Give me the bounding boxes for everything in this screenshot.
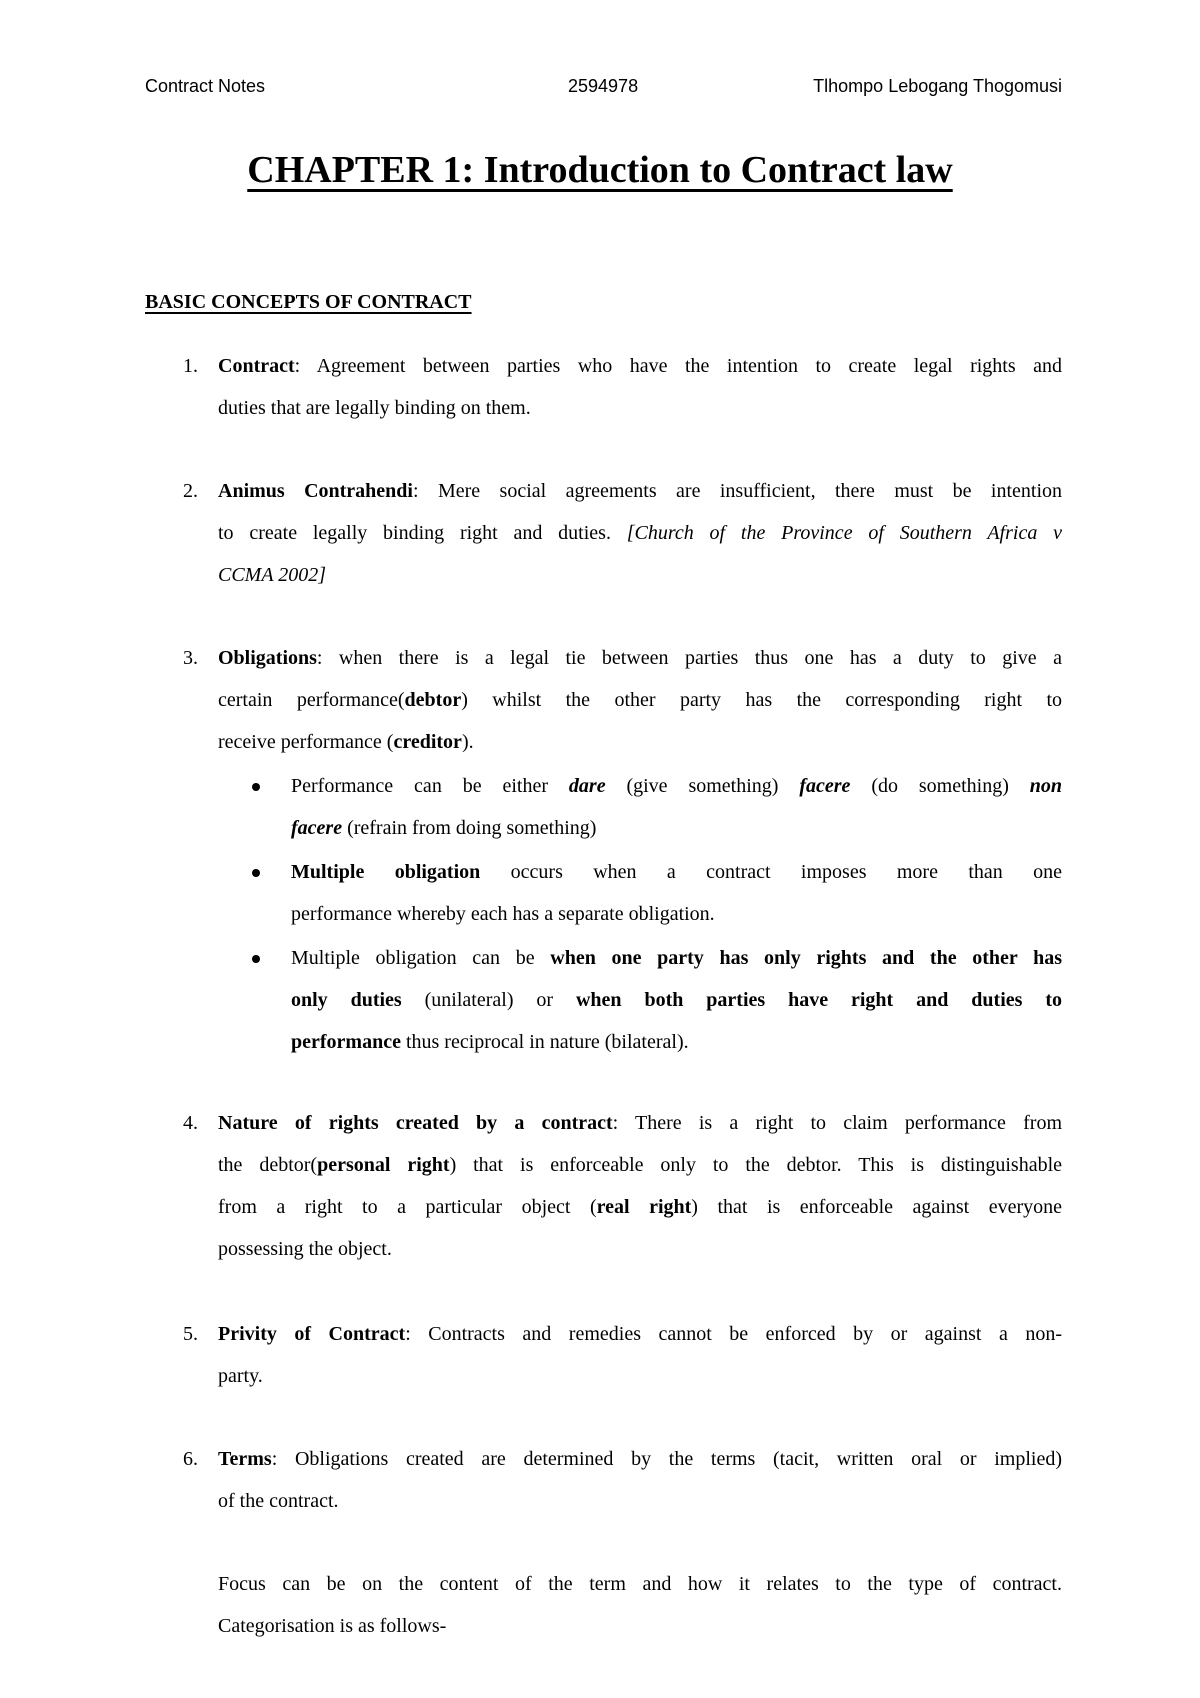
item-term: Animus Contrahendi xyxy=(218,480,413,502)
section-heading: BASIC CONCEPTS OF CONTRACT xyxy=(145,291,472,313)
item-term: Obligations xyxy=(218,647,317,669)
bullet-icon xyxy=(252,783,260,791)
item-number: 1. xyxy=(183,355,198,377)
item-number: 2. xyxy=(183,480,198,502)
item-term: Terms xyxy=(218,1448,272,1470)
item-term: Nature of rights created by a contract xyxy=(218,1112,613,1134)
item-number: 4. xyxy=(183,1112,198,1134)
item-term: Contract xyxy=(218,355,295,377)
document-page: Contract Notes 2594978 Tlhompo Lebogang Thogomusi CHAPTER 1: Introduction to Contract law BASIC CONCEPTS OF CONTRACT 1. Contract: Agreement between parties who have the intention to create legal rights and duties that are legally binding on them. 2. Animus Contrahendi: Mere social agreements are insufficient, there must be intention to create legally binding right and duties. [Church of the Province of Southern Africa v CCMA 2002] 3. Obligations: when there is a legal tie between parties thus one has a duty to give a certain performance(debtor) whilst the other party has the corresponding right to receive performance (creditor). Performance can be either dare (give something) facere (do something) non facere (refrain from doing something) Multiple obligation occurs when a contract imposes more than one performance whereby each has a separate obligation. Multiple obligation can be when one party has only rights and the other has only duties (unilateral) or when both parties have right and duties to performance thus reciprocal in nature (bilateral). 4. Nature of rights created by a contract: There is a right to claim performance from the debtor(personal right) that is enforceable only to the debtor. This is distinguishable from a right to a particular object (real right) that is enforceable against everyone possessing the object. 5. Privity of Contract: Contracts and remedies cannot be enforced by or against a non- party. 6. Terms: Obligations created are determined by the terms (tacit, written oral or implied) of the contract. Focus can be on the content of the term and how it relates to the type of contract. Categorisation is as follows- xyxy=(0,0,1200,1698)
item-number: 3. xyxy=(183,647,198,669)
header-right: Tlhompo Lebogang Thogomusi xyxy=(813,76,1062,96)
case-citation: [Church of the Province of Southern Africa v xyxy=(626,522,1062,544)
chapter-title: CHAPTER 1: Introduction to Contract law xyxy=(247,149,953,191)
item-term: Privity of Contract xyxy=(218,1323,406,1345)
header-center: 2594978 xyxy=(568,76,639,96)
closing-paragraph: Focus can be on the content of the term and how it relates to the type of contract. Categorisation is as follows- xyxy=(218,1573,1062,1637)
header-left: Contract Notes xyxy=(145,76,266,96)
bullet-icon xyxy=(252,869,260,877)
bullet-icon xyxy=(252,955,260,963)
item-number: 6. xyxy=(183,1448,198,1470)
item-number: 5. xyxy=(183,1323,198,1345)
